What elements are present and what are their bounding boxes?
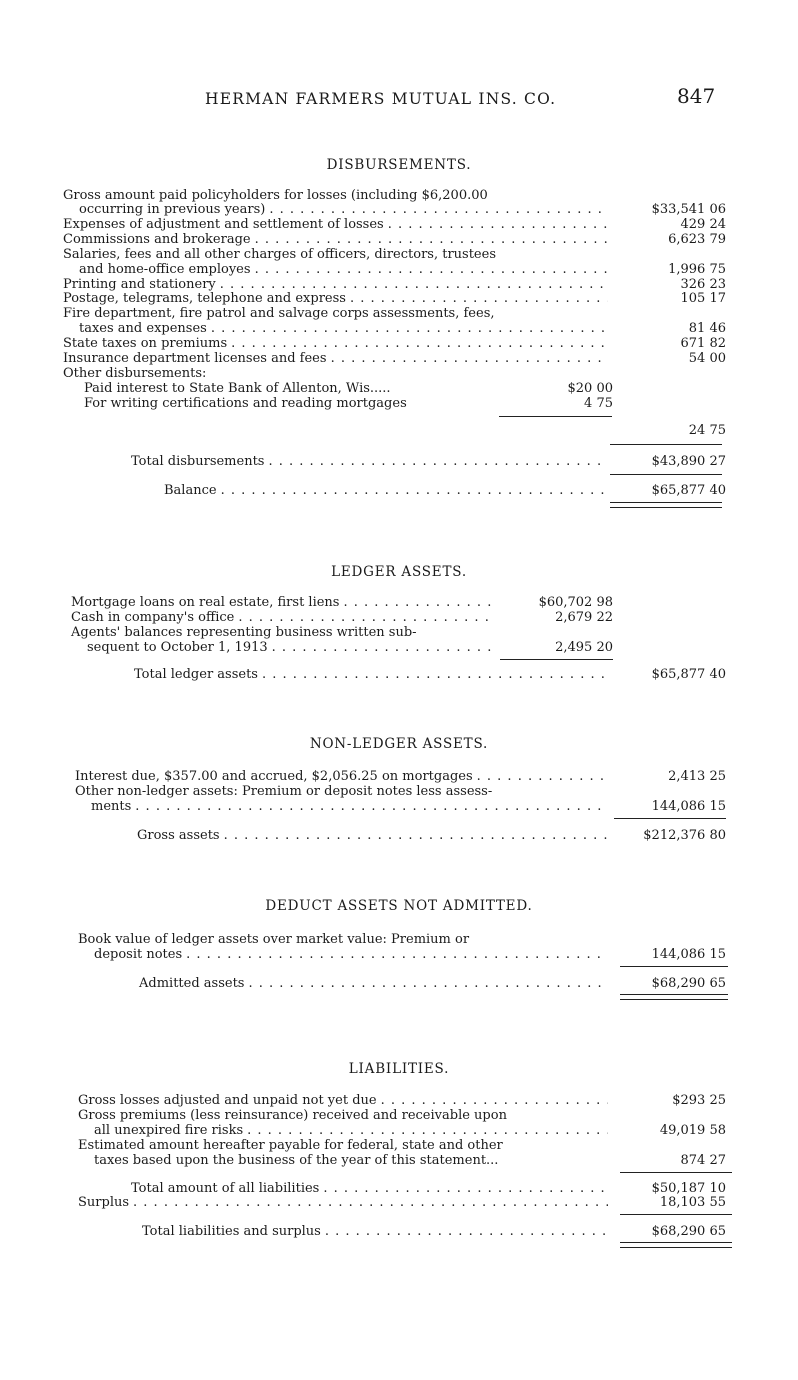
row-amount: $65,877 40	[651, 667, 726, 682]
row-amount: $68,290 65	[651, 976, 726, 991]
row-label: taxes and expenses	[79, 321, 207, 336]
liability-row	[0, 1153, 798, 1168]
row-label: Cash in company's office	[71, 610, 235, 625]
row-label: Total amount of all liabilities	[131, 1181, 320, 1196]
row-amount: $293 25	[672, 1093, 726, 1108]
row-label: Admitted assets	[139, 976, 245, 991]
row-amount: 81 46	[688, 321, 726, 336]
liability-row	[0, 1093, 798, 1108]
row-amount: $68,290 65	[651, 1224, 726, 1239]
liability-row	[0, 1108, 798, 1123]
row-amount: 144,086 15	[651, 947, 726, 962]
disbursement-row	[0, 262, 798, 277]
disbursement-row	[0, 291, 798, 306]
row-label: Agents' balances representing business written sub-	[71, 625, 417, 640]
row-amount: $65,877 40	[651, 483, 726, 498]
row-amount: 874 27	[680, 1153, 726, 1168]
row-label: Gross premiums (less reinsurance) received and receivable upon	[78, 1108, 507, 1123]
disbursement-row	[0, 202, 798, 217]
disbursement-row	[0, 247, 798, 262]
row-label: Estimated amount hereafter payable for federal, state and other	[78, 1138, 503, 1153]
non-ledger-row	[0, 769, 798, 784]
row-amount: 671 82	[680, 336, 726, 351]
ledger-row	[0, 610, 798, 625]
other-subtotal-row	[0, 423, 798, 438]
row-label: Book value of ledger assets over market value: Premium or	[78, 932, 470, 947]
ledger-row	[0, 640, 798, 655]
not-admitted-row	[0, 947, 798, 962]
row-amount: 24 75	[688, 423, 726, 438]
row-label: State taxes on premiums	[63, 336, 228, 351]
disbursement-row	[0, 321, 798, 336]
row-amount: 6,623 79	[668, 232, 726, 247]
row-label: Other non-ledger assets: Premium or deposit notes less assess-	[75, 784, 493, 799]
ledger-assets-title: LEDGER ASSETS.	[331, 564, 467, 580]
disbursements-title: DISBURSEMENTS.	[326, 157, 472, 173]
row-amount: 429 24	[680, 217, 726, 232]
liability-row	[0, 1123, 798, 1138]
balance-row	[0, 483, 798, 498]
row-label: Salaries, fees and all other charges of officers, directors, trustees	[63, 247, 496, 262]
row-label: Gross amount paid policyholders for losses (including $6,200.00	[63, 188, 488, 203]
row-amount: 49,019 58	[659, 1123, 726, 1138]
surplus-row	[0, 1195, 798, 1210]
row-label: Total ledger assets	[134, 667, 258, 682]
other-disbursement-row	[0, 396, 798, 411]
total-disbursements-row	[0, 454, 798, 469]
page-header	[0, 84, 798, 116]
total-liabilities-row	[0, 1181, 798, 1196]
row-amount: 4 75	[584, 396, 613, 411]
subtotal-rule	[499, 416, 612, 417]
row-label: For writing certifications and reading mortgages	[84, 396, 407, 411]
not-admitted-title: DEDUCT ASSETS NOT ADMITTED.	[265, 898, 533, 914]
row-label: sequent to October 1, 1913	[87, 640, 268, 655]
row-label: Total liabilities and surplus	[142, 1224, 321, 1239]
row-label: Fire department, fire patrol and salvage corps assessments, fees,	[63, 306, 495, 321]
disbursement-row	[0, 306, 798, 321]
row-label: ments	[91, 799, 132, 814]
disbursement-row	[0, 232, 798, 247]
subtotal-rule	[500, 659, 613, 660]
total-ledger-row	[0, 667, 798, 682]
row-amount: $33,541 06	[651, 202, 726, 217]
row-amount: 18,103 55	[659, 1195, 726, 1210]
ledger-row	[0, 625, 798, 640]
non-ledger-row	[0, 784, 798, 799]
row-label: occurring in previous years)	[79, 202, 266, 217]
disbursement-row	[0, 188, 798, 203]
disbursement-row	[0, 336, 798, 351]
double-rule	[620, 1242, 732, 1248]
row-amount: 2,413 25	[668, 769, 726, 784]
page-number: 847	[677, 84, 716, 108]
row-label: Gross assets	[137, 828, 220, 843]
total-rule	[610, 444, 722, 445]
admitted-assets-row	[0, 976, 798, 991]
row-label: Commissions and brokerage	[63, 232, 251, 247]
total-rule	[620, 966, 728, 967]
disbursement-row	[0, 217, 798, 232]
row-amount: 105 17	[680, 291, 726, 306]
row-label: deposit notes	[94, 947, 183, 962]
total-rule	[620, 1214, 732, 1215]
row-label: taxes based upon the business of the year of this statement...	[94, 1153, 499, 1168]
row-amount: 1,996 75	[668, 262, 726, 277]
other-disbursement-row	[0, 381, 798, 396]
row-amount: 54 00	[688, 351, 726, 366]
row-label: and home-office employes	[79, 262, 251, 277]
running-title: HERMAN FARMERS MUTUAL INS. CO.	[205, 90, 557, 108]
row-amount: 2,679 22	[555, 610, 613, 625]
liabilities-title: LIABILITIES.	[348, 1061, 450, 1077]
total-rule	[620, 1172, 732, 1173]
row-amount: $50,187 10	[651, 1181, 726, 1196]
non-ledger-row	[0, 799, 798, 814]
row-label: Balance	[164, 483, 217, 498]
disbursement-row	[0, 351, 798, 366]
double-rule	[620, 994, 728, 1000]
row-label: Mortgage loans on real estate, first liens	[71, 595, 340, 610]
row-amount: 326 23	[680, 277, 726, 292]
row-label: Surplus	[78, 1195, 130, 1210]
disbursement-row	[0, 366, 798, 381]
row-label: Total disbursements	[131, 454, 265, 469]
row-label: all unexpired fire risks	[94, 1123, 244, 1138]
row-label: Other disbursements:	[63, 366, 207, 381]
row-label: Postage, telegrams, telephone and express	[63, 291, 346, 306]
row-label: Expenses of adjustment and settlement of losses	[63, 217, 384, 232]
double-rule	[610, 502, 722, 508]
non-ledger-title: NON-LEDGER ASSETS.	[309, 736, 489, 752]
row-amount: $20 00	[567, 381, 613, 396]
row-label: Interest due, $357.00 and accrued, $2,056.25 on mortgages	[75, 769, 473, 784]
row-amount: $212,376 80	[643, 828, 726, 843]
total-rule	[614, 818, 726, 819]
not-admitted-row	[0, 932, 798, 947]
row-label: Printing and stationery	[63, 277, 216, 292]
ledger-row	[0, 595, 798, 610]
gross-assets-row	[0, 828, 798, 843]
row-amount: 2,495 20	[555, 640, 613, 655]
row-amount: $60,702 98	[538, 595, 613, 610]
row-label: Insurance department licenses and fees	[63, 351, 327, 366]
total-rule	[610, 474, 722, 475]
disbursement-row	[0, 277, 798, 292]
grand-total-row	[0, 1224, 798, 1239]
liability-row	[0, 1138, 798, 1153]
row-amount: 144,086 15	[651, 799, 726, 814]
row-label: Gross losses adjusted and unpaid not yet due	[78, 1093, 377, 1108]
row-label: Paid interest to State Bank of Allenton, Wis.....	[84, 381, 391, 396]
row-amount: $43,890 27	[651, 454, 726, 469]
